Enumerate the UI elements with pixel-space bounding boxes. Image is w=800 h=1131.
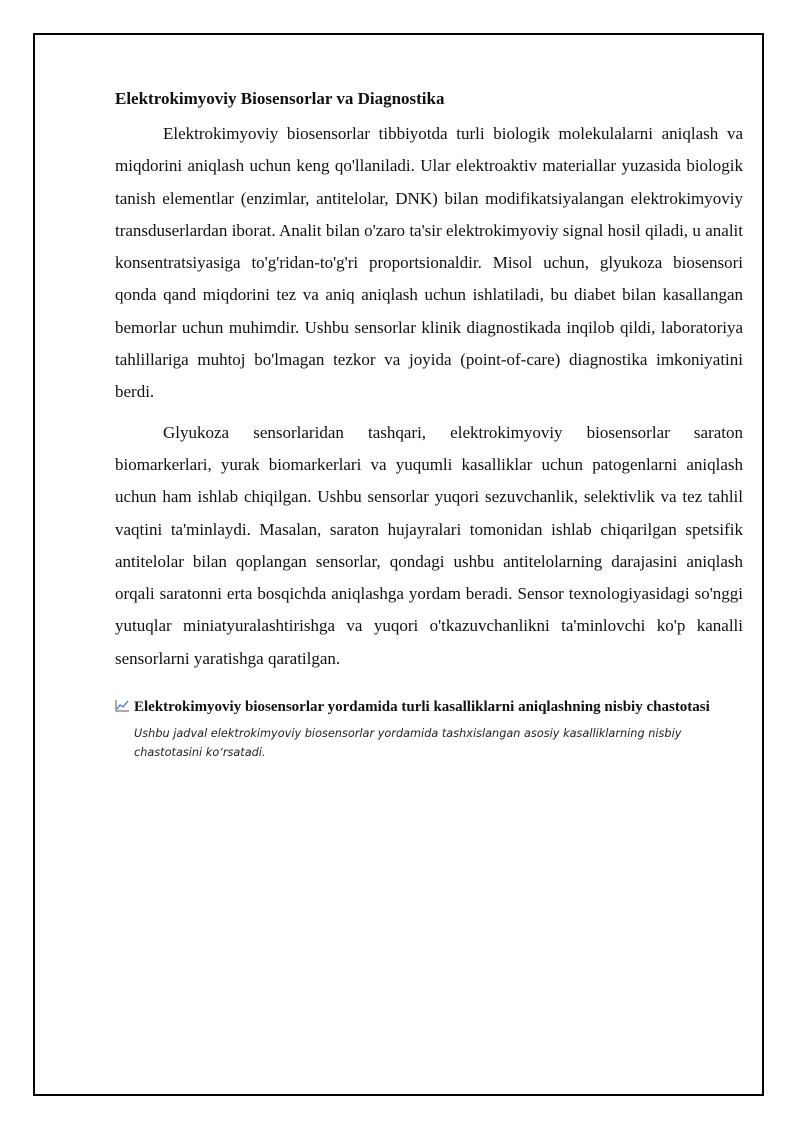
figure-heading	[115, 697, 743, 718]
document-body	[115, 86, 743, 762]
paragraph-2: Glyukoza sensorlaridan tashqari, elektrokimyoviy biosensorlar saraton biomarkerlari, yurak biomarkerlari va yuqumli kasalliklar uchun patogenlarni aniqlash uchun ham ishlab chiqilgan. Ushbu sensorlar yuqori sezuvchanlik, selektivlik va tez tahlil vaqtini ta'minlaydi. Masalan, saraton hujayralari tomonidan ishlab chiqarilgan spetsifik antitelolar bilan qoplangan sensorlar, qondagi ushbu antitelolarning darajasini aniqlash orqali saratonni erta bosqichda aniqlashga yordam beradi. Sensor texnologiyasidagi so'nggi yutuqlar miniatyuralashtirishga va yuqori o'tkazuvchanlikni ta'minlovchi ko'p kanalli sensorlarni yaratishga qaratilgan.	[115, 422, 743, 668]
figure-caption: Ushbu jadval elektrokimyoviy biosensorlar yordamida tashxislangan asosiy kasalliklarning nisbiy chastotasini koʻrsatadi.	[134, 727, 682, 760]
figure-heading-text: Elektrokimyoviy biosensorlar yordamida turli kasalliklarni aniqlashning nisbiy chastotasi	[134, 699, 710, 716]
document-title: Elektrokimyoviy Biosensorlar va Diagnostika	[115, 89, 445, 108]
paragraph-1: Elektrokimyoviy biosensorlar tibbiyotda turli biologik molekulalarni aniqlash va miqdorini aniqlash uchun keng qo'llaniladi. Ular elektroaktiv materiallar yuzasida biologik tanish elementlar (enzimlar, antitelolar, DNK) bilan modifikatsiyalangan elektrokimyoviy transduserlardan iborat. Analit bilan o'zaro ta'sir elektrokimyoviy signal hosil qiladi, u analit konsentratsiyasiga to'g'ridan-to'g'ri proportsionaldir. Misol uchun, glyukoza biosensori qonda qand miqdorini tez va aniq aniqlash uchun ishlatiladi, bu diabet bilan kasallangan bemorlar uchun muhimdir. Ushbu sensorlar klinik diagnostikada inqilob qildi, laboratoriya tahlillariga muhtoj bo'lmagan tezkor va joyida (point-of-care) diagnostika imkoniyatini berdi.	[115, 124, 743, 402]
chart-icon	[115, 698, 130, 711]
